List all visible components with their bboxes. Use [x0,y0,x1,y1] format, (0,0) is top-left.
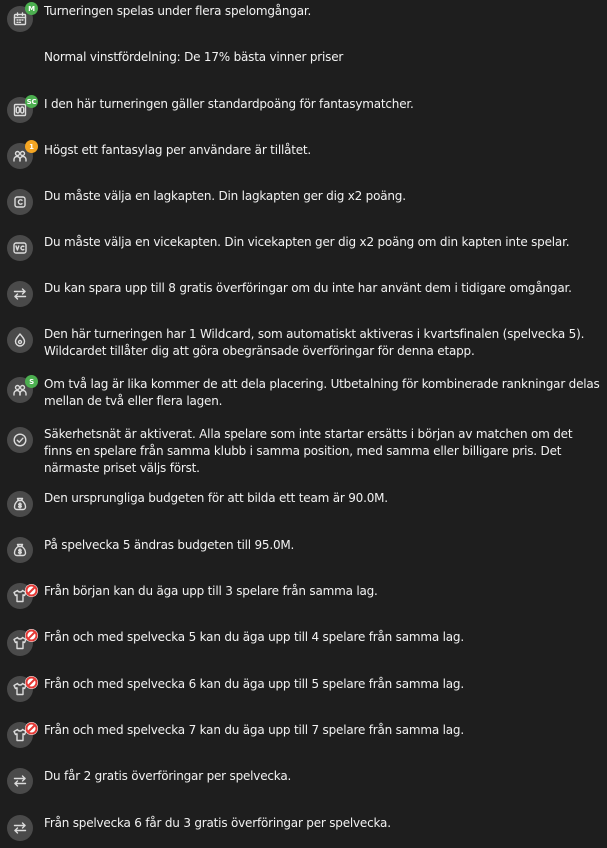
rule-text: Du får 2 gratis överföringar per spelvecka. [44,769,292,783]
transfer-icon [7,768,33,794]
captain-icon [7,189,33,215]
no-more-icon [25,676,38,689]
rule-text: Du måste välja en lagkapten. Din lagkapten ger dig x2 poäng. [44,189,406,203]
vice-captain-icon [7,235,33,261]
rule-badge: SC [25,95,38,108]
rule-text: Från och med spelvecka 5 kan du äga upp till 4 spelare från samma lag. [44,630,464,644]
budget-icon [7,537,33,563]
rule-badge: M [25,2,38,15]
rule-text: Den ursprungliga budgeten för att bilda ett team är 90.0M. [44,491,388,505]
rule-badge: S [25,375,38,388]
rule-text: Säkerhetsnät är aktiverat. Alla spelare som inte startar ersätts i början av matchen om det finns en spelare från samma klubb i samma position, med samma eller billigare pris. Det närmaste priset väljs först. [44,427,573,475]
rule-badge: 1 [25,140,38,153]
safety-net-icon [7,427,33,453]
rule-text: Du måste välja en vicekapten. Din vicekapten ger dig x2 poäng om din kapten inte spelar. [44,235,570,249]
rule-text: Från och med spelvecka 7 kan du äga upp till 7 spelare från samma lag. [44,723,464,737]
rule-text: I den här turneringen gäller standardpoäng för fantasymatcher. [44,97,414,111]
transfer-icon [7,281,33,307]
rule-text: På spelvecka 5 ändras budgeten till 95.0M. [44,538,295,552]
no-more-icon [25,722,38,735]
no-more-icon [25,629,38,642]
budget-icon [7,491,33,517]
rule-text: Högst ett fantasylag per användare är tillåtet. [44,143,312,157]
rule-text: Om två lag är lika kommer de att dela placering. Utbetalning för kombinerade rankningar delas mellan de två eller flera lagen. [44,377,600,408]
rule-text: Du kan spara upp till 8 gratis överföringar om du inte har använt dem i tidigare omgångar. [44,281,572,295]
rule-text: Den här turneringen har 1 Wildcard, som automatiskt aktiveras i kvartsfinalen (spelvecka 5). Wildcardet tillåter dig att göra obegränsade överföringar för denna etapp. [44,327,585,358]
rule-text: Från spelvecka 6 får du 3 gratis överföringar per spelvecka. [44,816,391,830]
no-more-icon [25,584,38,597]
rule-text: Turneringen spelas under flera spelomgångar. [44,4,312,18]
rule-text: Normal vinstfördelning: De 17% bästa vinner priser [44,50,344,64]
wildcard-icon [7,327,33,353]
rule-text: Från och med spelvecka 6 kan du äga upp till 5 spelare från samma lag. [44,677,464,691]
transfer-icon [7,815,33,841]
rule-text: Från början kan du äga upp till 3 spelare från samma lag. [44,584,378,598]
